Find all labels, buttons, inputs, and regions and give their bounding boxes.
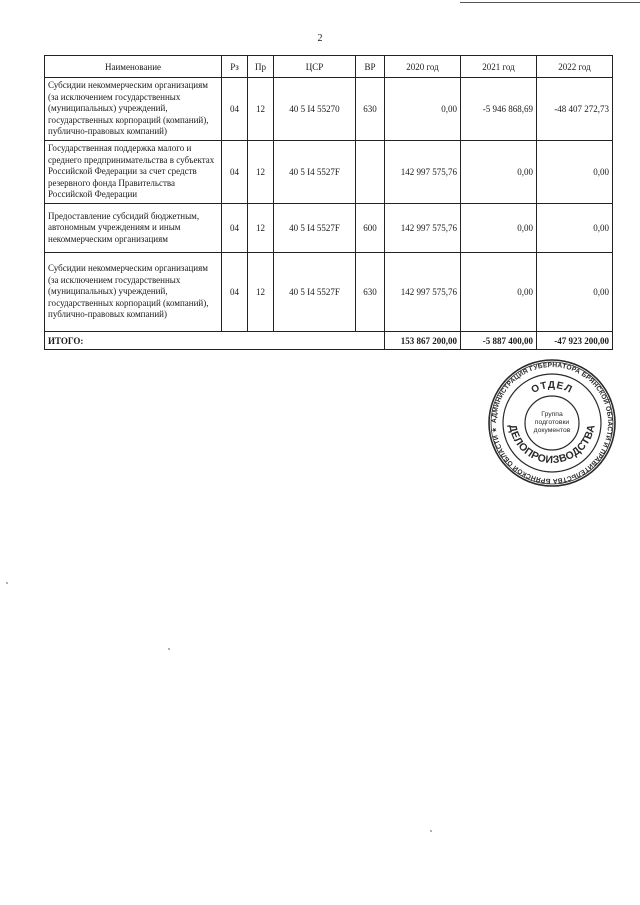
header-vr: ВР [356,56,385,78]
row-csr: 40 5 I4 5527F [274,141,356,204]
row-2020: 142 997 575,76 [385,204,461,253]
row-2020: 0,00 [385,78,461,141]
row-2021: -5 946 868,69 [461,78,537,141]
header-pr: Пр [248,56,274,78]
total-2020: 153 867 200,00 [385,332,461,350]
row-name: Субсидии некоммерческим организациям (за исключением государственных (муниципальных) учреждений, государственных корпораций (компаний), публично-правовых компаний) [45,253,222,332]
row-2020: 142 997 575,76 [385,141,461,204]
row-vr [356,141,385,204]
row-pr: 12 [248,204,274,253]
header-2020: 2020 год [385,56,461,78]
row-2022: 0,00 [537,141,613,204]
budget-table [44,55,613,350]
header-2021: 2021 год [461,56,537,78]
stamp-outer-text: АДМИНИСТРАЦИЯ ГУБЕРНАТОРА БРЯНСКОЙ ОБЛАСТИ И ПРАВИТЕЛЬСТВА БРЯНСКОЙ ОБЛАСТИ ★ [490,361,614,485]
row-name: Предоставление субсидий бюджетным, автономным учреждениям и иным некоммерческим организациям [45,204,222,253]
total-blank [248,332,274,350]
row-2022: 0,00 [537,204,613,253]
header-rz: Рз [222,56,248,78]
row-rz: 04 [222,253,248,332]
department-stamp [487,358,617,488]
header-csr: ЦСР [274,56,356,78]
row-vr: 630 [356,253,385,332]
row-2020: 142 997 575,76 [385,253,461,332]
table-row [45,78,613,141]
header-name: Наименование [45,56,222,78]
total-row [45,332,613,350]
total-blank [222,332,248,350]
row-name: Субсидии некоммерческим организациям (за исключением государственных (муниципальных) учреждений, государственных корпораций (компаний), публично-правовых компаний) [45,78,222,141]
row-pr: 12 [248,78,274,141]
top-edge-line [460,2,640,3]
row-2022: -48 407 272,73 [537,78,613,141]
header-2022: 2022 год [537,56,613,78]
scan-speck [6,582,8,584]
stamp-center-line: документов [533,427,571,434]
row-pr: 12 [248,141,274,204]
row-vr: 630 [356,78,385,141]
total-label: ИТОГО: [45,332,222,350]
stamp-center-line: подготовки [534,419,570,426]
row-rz: 04 [222,204,248,253]
total-2021: -5 887 400,00 [461,332,537,350]
row-csr: 40 5 I4 5527F [274,253,356,332]
total-blank [356,332,385,350]
scan-speck [430,830,432,832]
row-2022: 0,00 [537,253,613,332]
row-2021: 0,00 [461,141,537,204]
row-rz: 04 [222,78,248,141]
total-blank [274,332,356,350]
stamp-center-line: Группа [541,411,563,418]
row-vr: 600 [356,204,385,253]
row-2021: 0,00 [461,204,537,253]
table-row [45,253,613,332]
row-name: Государственная поддержка малого и среднего предпринимательства в субъектах Российской Федерации за счет средств резервного фонда Правительства Российской Федерации [45,141,222,204]
scan-speck [168,648,170,650]
row-2021: 0,00 [461,253,537,332]
page-number: 2 [317,33,323,44]
table-row [45,204,613,253]
row-pr: 12 [248,253,274,332]
stamp-bottom-text: ДЕЛОПРОИЗВОДСТВА [506,423,598,467]
row-rz: 04 [222,141,248,204]
row-csr: 40 5 I4 55270 [274,78,356,141]
table-header-row [45,56,613,78]
stamp-top-text: ОТДЕЛ [529,379,575,396]
table-row [45,141,613,204]
total-2022: -47 923 200,00 [537,332,613,350]
row-csr: 40 5 I4 5527F [274,204,356,253]
